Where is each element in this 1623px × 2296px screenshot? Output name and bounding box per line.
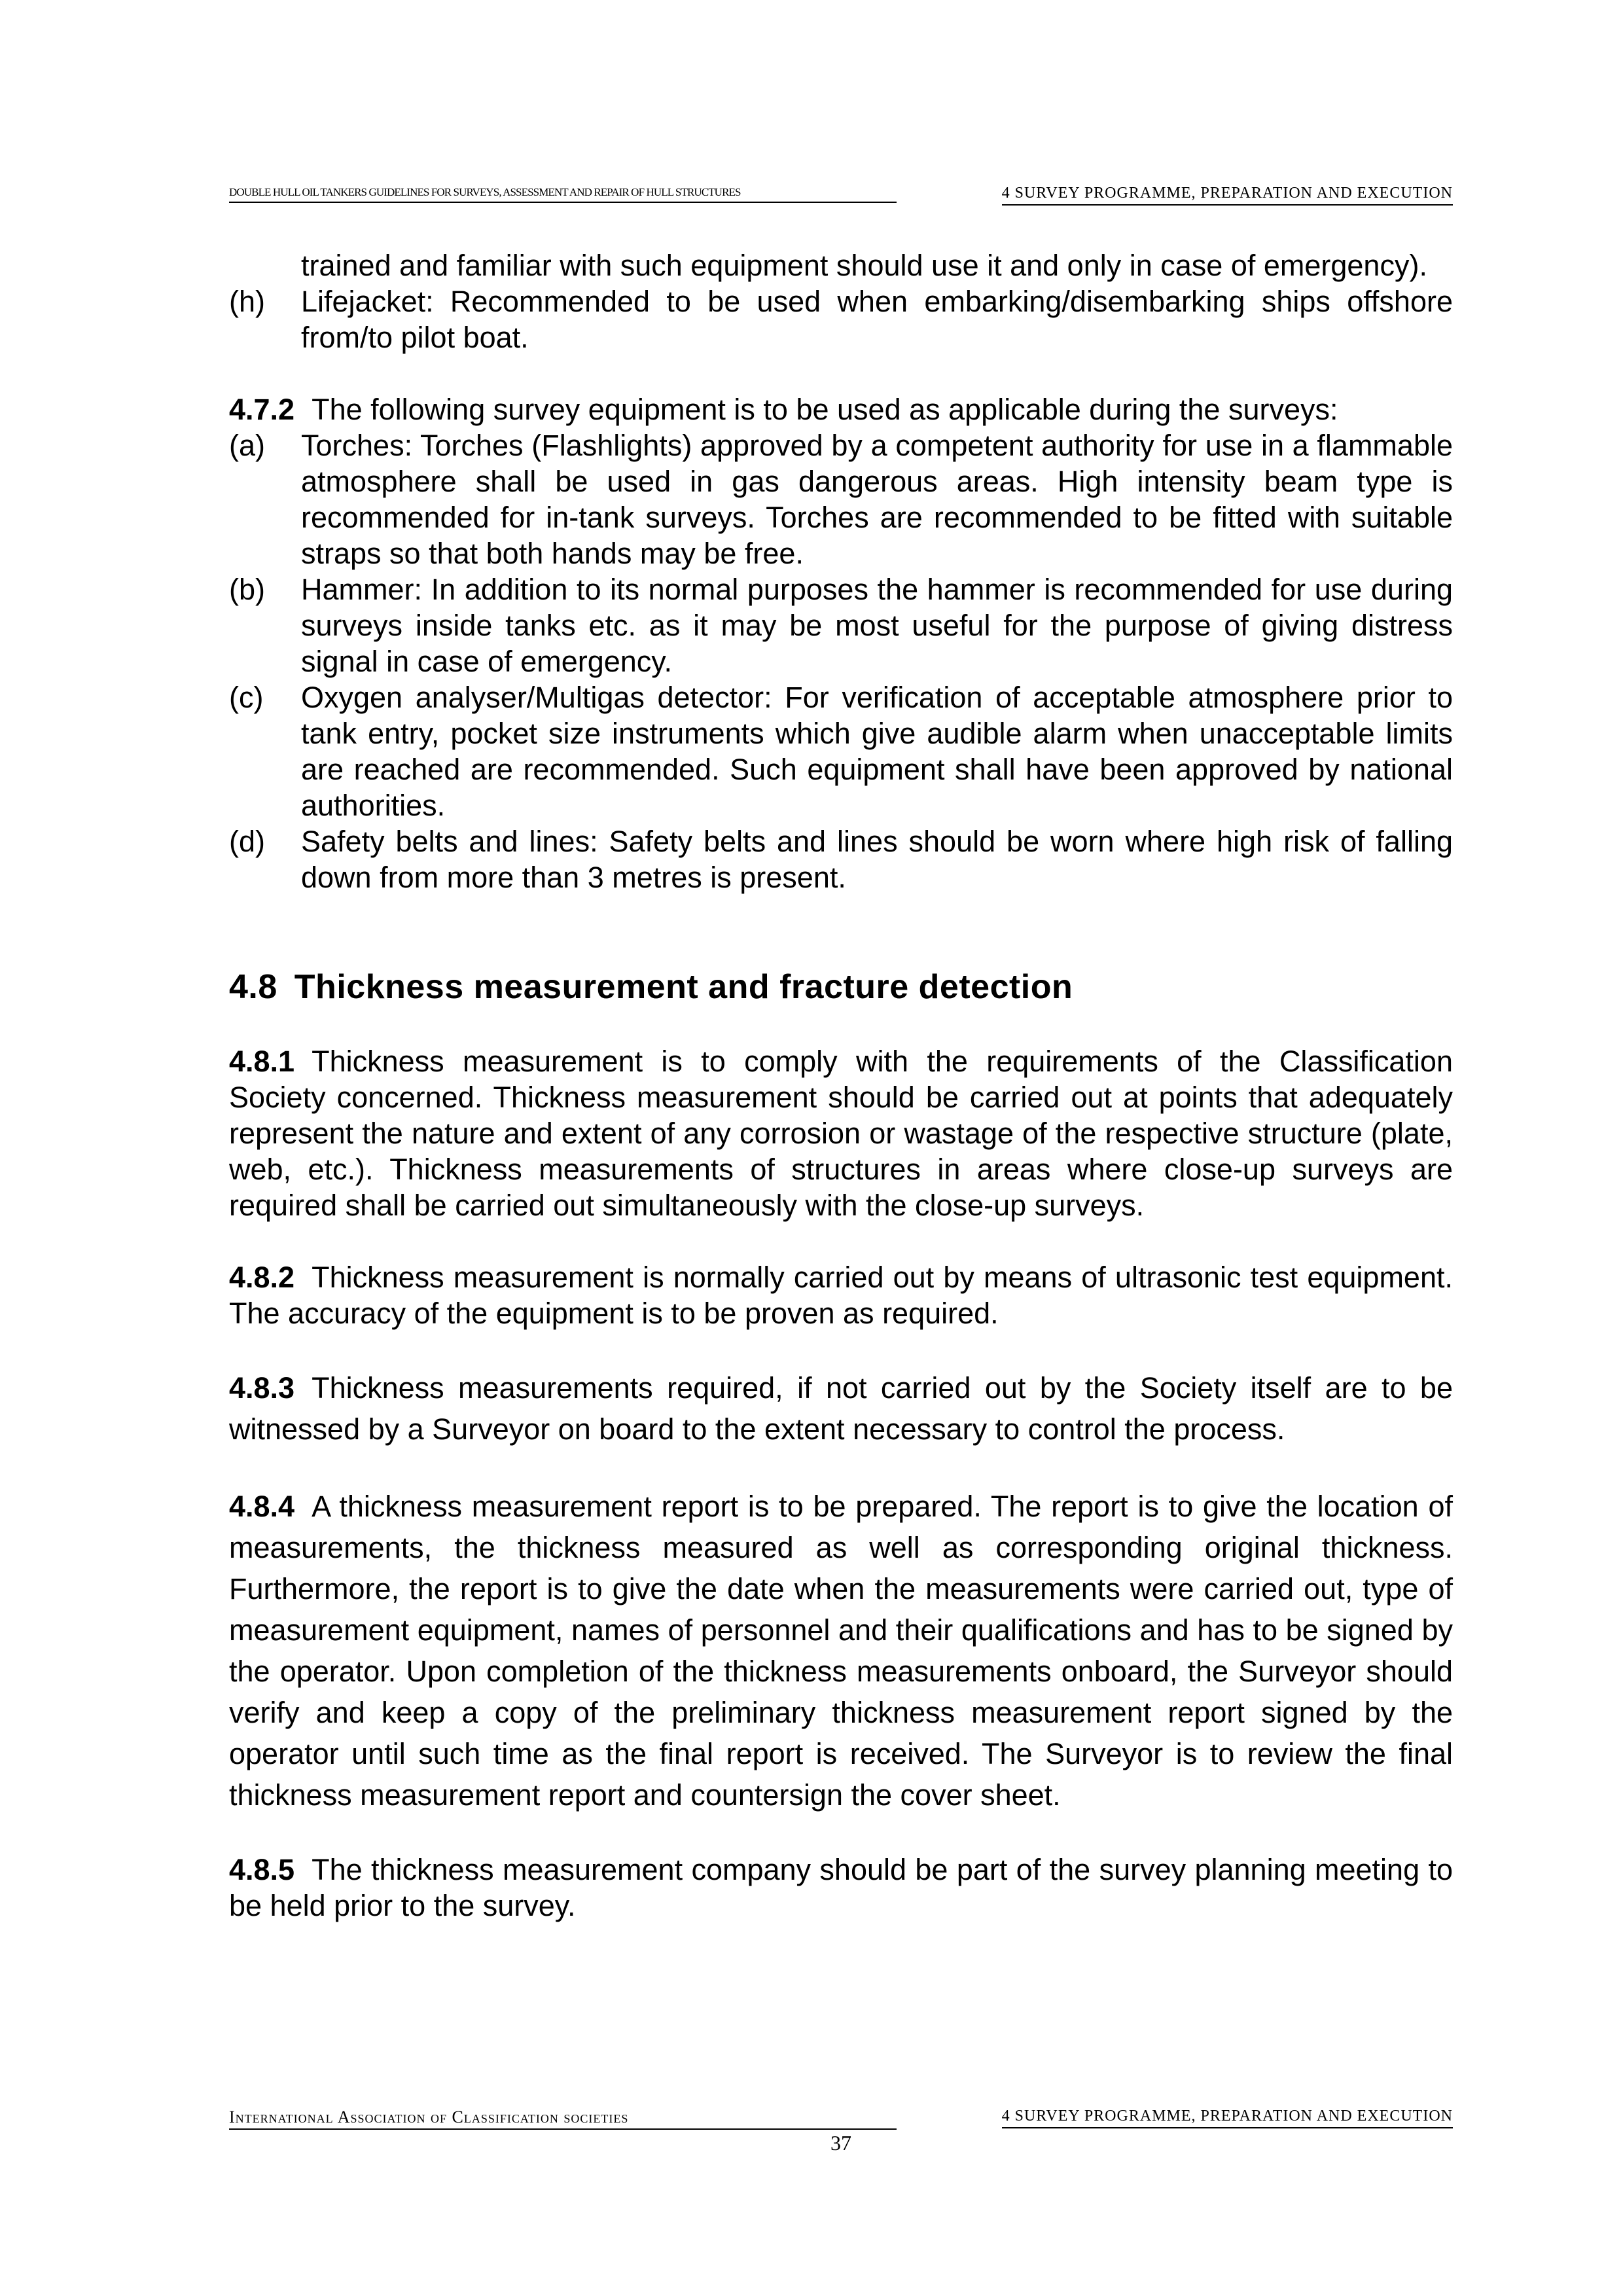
header-document-title: DOUBLE HULL OIL TANKERS GUIDELINES FOR SURVEYS, ASSESSMENT AND REPAIR OF HULL STRUCTURES xyxy=(229,186,897,203)
paragraph-text: Thickness measurements required, if not carried out by the Society itself are to be witnessed by a Surveyor on board to the extent necessary to control the process. xyxy=(229,1371,1453,1446)
section-number: 4.8 xyxy=(229,968,277,1006)
paragraph-4-7-2 xyxy=(229,391,1453,427)
list-item-text: Oxygen analyser/Multigas detector: For verification of acceptable atmosphere prior to tank entry, pocket size instruments which give audible alarm when unacceptable limits are reached are recommended. Such equipment shall have been approved by national authorities. xyxy=(301,681,1453,822)
list-item-text: Torches: Torches (Flashlights) approved by a competent authority for use in a flammable atmosphere shall be used in gas dangerous areas. High intensity beam type is recommended for in-tank surveys. Torches are recommended to be fitted with suitable straps so that both hands may be free. xyxy=(301,429,1453,570)
list-item-label: (h) xyxy=(229,285,265,318)
section-heading xyxy=(229,967,1453,1007)
page-number: 37 xyxy=(830,2131,851,2155)
paragraph-number: 4.8.1 xyxy=(229,1045,295,1078)
section-title: Thickness measurement and fracture detection xyxy=(294,968,1073,1006)
running-header xyxy=(229,185,1453,207)
list-item-label: (c) xyxy=(229,681,264,714)
list-item-d xyxy=(229,823,1453,895)
list-item-b xyxy=(229,571,1453,679)
list-item-c xyxy=(229,679,1453,823)
paragraph-text: The thickness measurement company should be part of the survey planning meeting to be held prior to the survey. xyxy=(229,1853,1453,1922)
list-item-text: Safety belts and lines: Safety belts and lines should be worn where high risk of falling down from more than 3 metres is present. xyxy=(301,825,1453,894)
paragraph-text: A thickness measurement report is to be prepared. The report is to give the location of measurements, the thickness measured as well as corresponding original thickness. Furthermore, the report is to give the date when the measurements were carried out, type of measurement equipment, names of personnel and their qualifications and has to be signed by the operator. Upon completion of the thickness measurements onboard, the Surveyor should verify and keep a copy of the preliminary thickness measurement report signed by the operator until such time as the final report is received. The Surveyor is to review the final thickness measurement report and countersign the cover sheet. xyxy=(229,1490,1453,1812)
list-item-text: Hammer: In addition to its normal purposes the hammer is recommended for use during surveys inside tanks etc. as it may be most useful for the purpose of giving distress signal in case of emergency. xyxy=(301,573,1453,678)
footer-organisation: International Association of Classification societies xyxy=(229,2108,897,2130)
paragraph-number: 4.8.3 xyxy=(229,1371,295,1405)
paragraph-number: 4.8.4 xyxy=(229,1490,295,1523)
paragraph-4-8-4 xyxy=(229,1486,1453,1816)
paragraph-4-8-1 xyxy=(229,1043,1453,1223)
paragraph-number: 4.8.2 xyxy=(229,1261,295,1294)
list-item-label: (b) xyxy=(229,573,265,606)
paragraph-number: 4.8.5 xyxy=(229,1853,295,1886)
paragraph-4-8-3 xyxy=(229,1367,1453,1450)
list-item-text: Lifejacket: Recommended to be used when embarking/disembarking ships offshore from/to pilot boat. xyxy=(301,285,1453,354)
paragraph-4-8-2 xyxy=(229,1259,1453,1331)
page-body xyxy=(229,247,1453,1924)
list-item-label: (d) xyxy=(229,825,265,858)
list-item-text: trained and familiar with such equipment should use it and only in case of emergency). xyxy=(301,249,1427,282)
paragraph-text: The following survey equipment is to be used as applicable during the surveys: xyxy=(312,393,1338,426)
paragraph-number: 4.7.2 xyxy=(229,393,295,426)
paragraph-4-8-5 xyxy=(229,1852,1453,1924)
list-item-h xyxy=(229,283,1453,355)
running-footer xyxy=(229,2108,1453,2160)
paragraph-text: Thickness measurement is normally carried out by means of ultrasonic test equipment. The accuracy of the equipment is to be proven as required. xyxy=(229,1261,1453,1330)
list-item-g-continued xyxy=(229,247,1453,283)
footer-chapter-title: 4 SURVEY PROGRAMME, PREPARATION AND EXECUTION xyxy=(1002,2108,1453,2128)
list-item-a xyxy=(229,427,1453,571)
header-chapter-title: 4 SURVEY PROGRAMME, PREPARATION AND EXECUTION xyxy=(1002,185,1453,206)
list-item-label: (a) xyxy=(229,429,265,462)
paragraph-text: Thickness measurement is to comply with the requirements of the Classification Society concerned. Thickness measurement should be carried out at points that adequately represent the nature and extent of any corrosion or wastage of the respective structure (plate, web, etc.). Thickness measurements of structures in areas where close-up surveys are required shall be carried out simultaneously with the close-up surveys. xyxy=(229,1045,1453,1222)
